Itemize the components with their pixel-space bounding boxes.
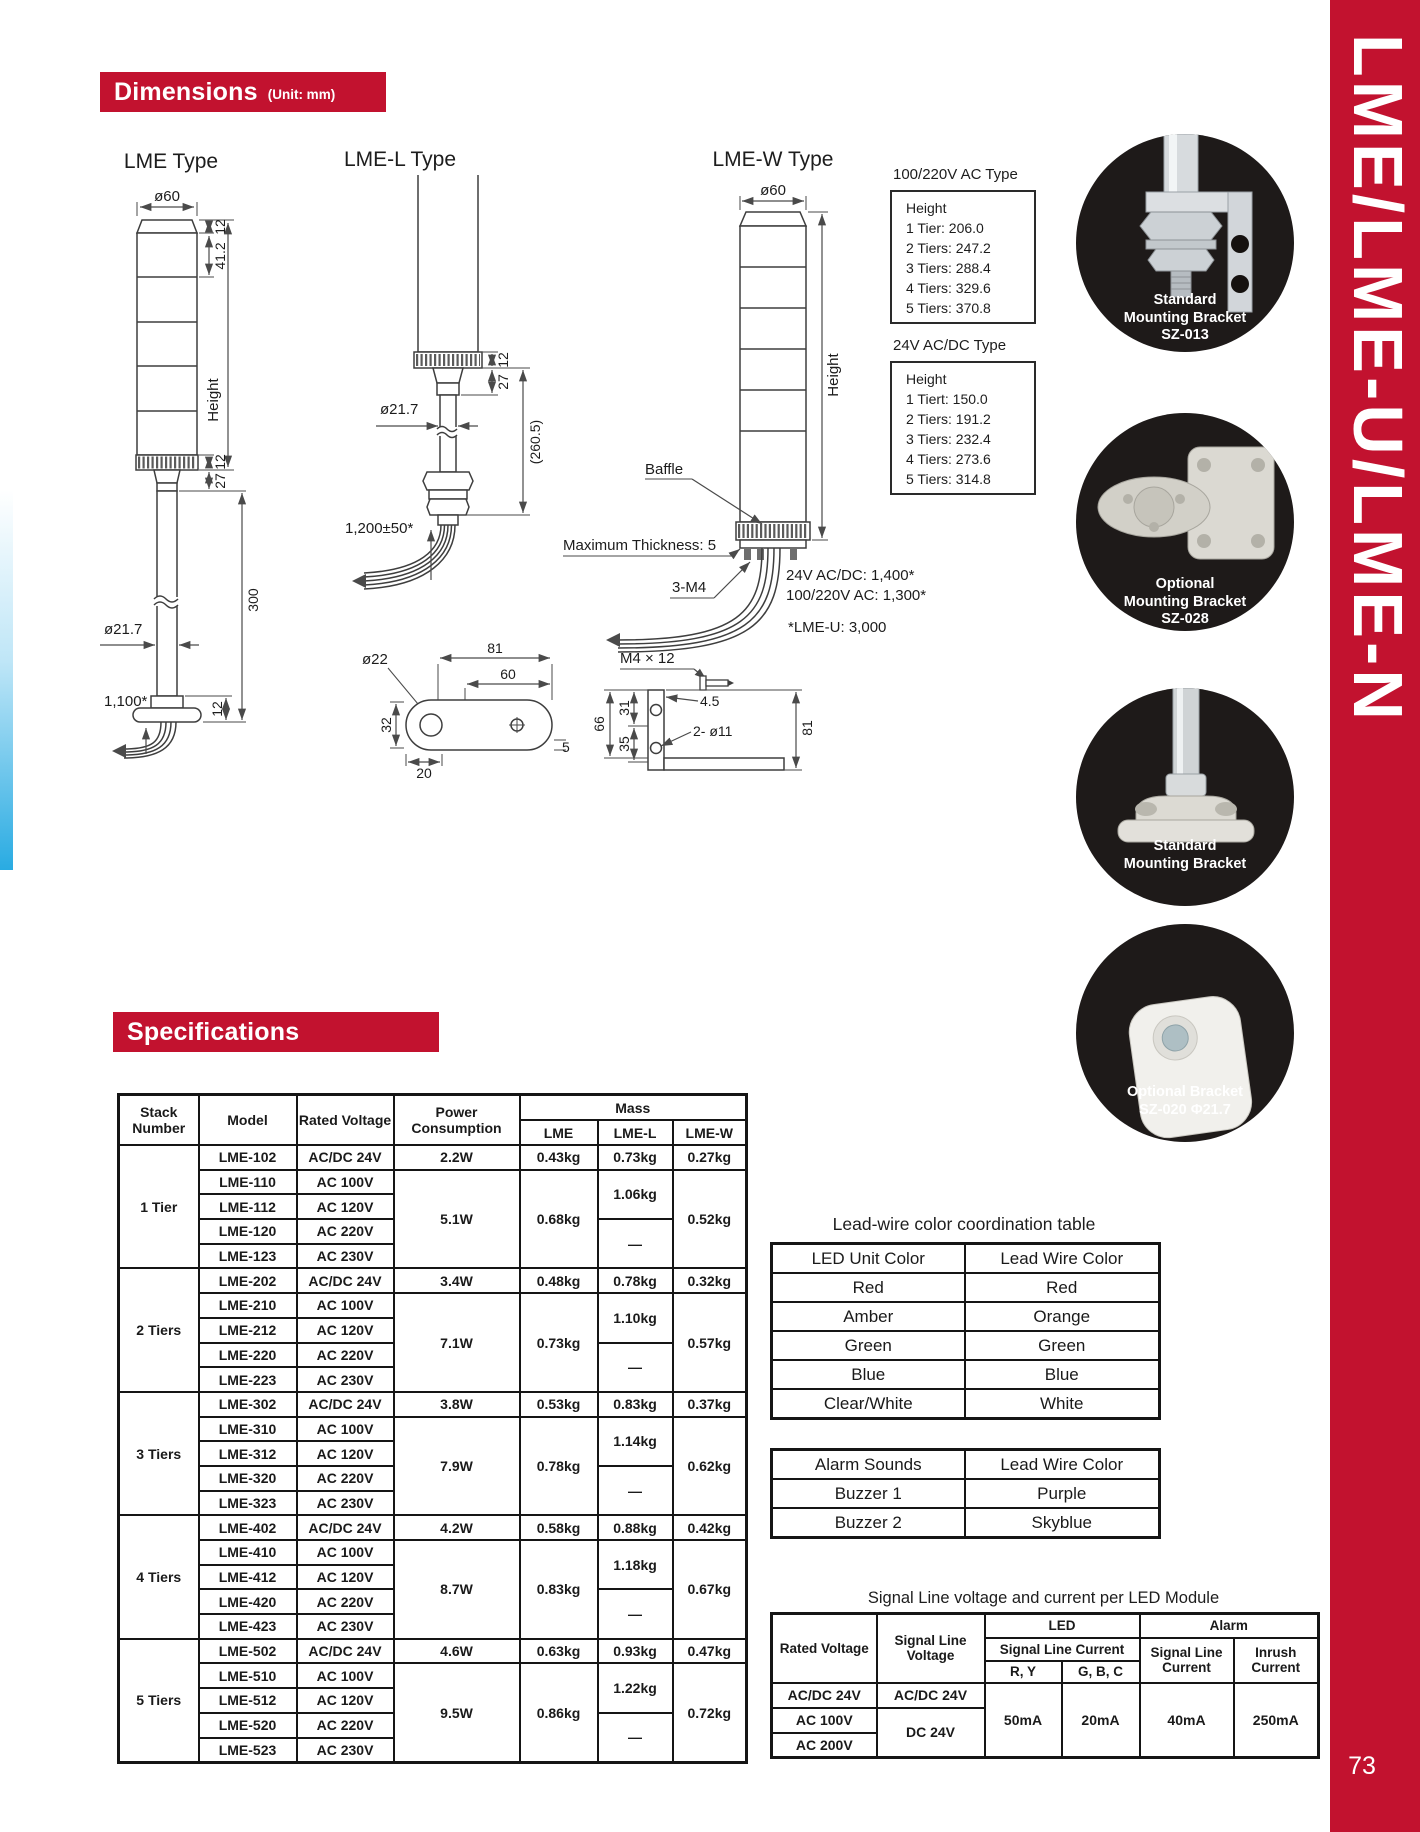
- signal-table: [770, 1612, 1320, 1759]
- sig-rated: AC 100V: [772, 1708, 877, 1733]
- spec-table: [117, 1093, 748, 1764]
- voltage: AC 100V: [297, 1417, 394, 1442]
- mass: —: [598, 1713, 673, 1762]
- power: 8.7W: [394, 1540, 520, 1639]
- voltage: AC 120V: [297, 1318, 394, 1343]
- model: LME-302: [199, 1392, 297, 1417]
- voltage: AC/DC 24V: [297, 1392, 394, 1417]
- model: LME-120: [199, 1219, 297, 1244]
- model: LME-512: [199, 1688, 297, 1713]
- model: LME-212: [199, 1318, 297, 1343]
- dim-lme-flange: 12: [209, 701, 225, 717]
- power: 3.8W: [394, 1392, 520, 1417]
- dimensions-unit: (Unit: mm): [267, 86, 336, 102]
- voltage: AC 100V: [297, 1540, 394, 1565]
- voltage: AC 230V: [297, 1614, 394, 1639]
- lw-cell: Green: [965, 1331, 1160, 1360]
- power: 7.9W: [394, 1417, 520, 1516]
- hdr-mass: Mass: [520, 1095, 747, 1121]
- lme-w-type-label: LME-W Type: [712, 148, 834, 171]
- mass: 0.83kg: [520, 1540, 598, 1639]
- power: 2.2W: [394, 1145, 520, 1170]
- mass: 0.88kg: [598, 1515, 673, 1540]
- photo-caption: Optional Bracket SZ-020 Φ21.7: [1126, 1084, 1244, 1118]
- dim-lmel-ring: 12: [495, 352, 511, 368]
- voltage: AC 230V: [297, 1367, 394, 1392]
- hdr-lme: LME: [520, 1120, 598, 1145]
- model: LME-402: [199, 1515, 297, 1540]
- lme-type-label: LME Type: [123, 150, 219, 173]
- lme-drawing: [100, 188, 261, 758]
- sig-hdr-rated: Rated Voltage: [772, 1614, 877, 1683]
- dim-lmel-pole-dia: ø21.7: [380, 401, 419, 418]
- voltage: AC 120V: [297, 1565, 394, 1590]
- model: LME-502: [199, 1639, 297, 1664]
- height-table-dc-title: 24V AC/DC Type: [893, 337, 1007, 354]
- dim-lmew-height: Height: [825, 353, 842, 397]
- model: LME-312: [199, 1441, 297, 1466]
- height-row: 5 Tiers: 370.8: [906, 300, 991, 316]
- lme-l-type-label: LME-L Type: [343, 148, 457, 171]
- mass: 0.37kg: [673, 1392, 747, 1417]
- sig-hdr-led: LED: [985, 1614, 1140, 1638]
- dim-lme-cap: 12: [212, 219, 228, 235]
- model: LME-102: [199, 1145, 297, 1170]
- dim-brk2-h3: 31: [616, 700, 632, 716]
- mass: 0.58kg: [520, 1515, 598, 1540]
- dim-brk1-w3: 20: [416, 765, 432, 780]
- sig-hdr-led-current: Signal Line Current: [985, 1638, 1140, 1661]
- sig-hdr-inrush: Inrush Current: [1234, 1638, 1319, 1683]
- model: LME-310: [199, 1417, 297, 1442]
- dim-brk2-holes: 2- ø11: [693, 723, 733, 739]
- height-table-ac-title: 100/220V AC Type: [893, 166, 1018, 183]
- alarm-cell: Buzzer 2: [772, 1508, 965, 1538]
- page-number: 73: [1348, 1752, 1376, 1780]
- mass: 1.18kg: [598, 1540, 673, 1589]
- sig-val-inrush: 250mA: [1234, 1683, 1319, 1758]
- lw-hdr: LED Unit Color: [772, 1244, 965, 1274]
- sig-val-gbc: 20mA: [1062, 1683, 1140, 1758]
- voltage: AC 220V: [297, 1343, 394, 1368]
- model: LME-220: [199, 1343, 297, 1368]
- height-row: 3 Tiers: 232.4: [906, 431, 991, 447]
- lw-cell: Blue: [772, 1360, 965, 1389]
- height-row: Height: [906, 200, 947, 216]
- dim-brk1-h: 32: [378, 717, 394, 733]
- dimensions-header: [100, 72, 386, 112]
- signal-title: Signal Line voltage and current per LED Module: [867, 1589, 1220, 1607]
- voltage: AC 220V: [297, 1466, 394, 1491]
- mass: 0.73kg: [598, 1145, 673, 1170]
- dim-brk1-t: 5: [562, 739, 570, 755]
- mass: —: [598, 1343, 673, 1392]
- dim-lmel-neck: 27: [495, 374, 511, 390]
- label-baffle: Baffle: [645, 461, 684, 478]
- label-3m4: 3-M4: [672, 579, 707, 596]
- model: LME-423: [199, 1614, 297, 1639]
- dim-lmew-dia: ø60: [760, 182, 786, 199]
- mass: 1.10kg: [598, 1293, 673, 1342]
- alarm-hdr: Alarm Sounds: [772, 1450, 965, 1480]
- mass: —: [598, 1219, 673, 1268]
- mass: 0.68kg: [520, 1170, 598, 1269]
- photo-standard-pole-bracket: [1076, 688, 1294, 906]
- tier: 4 Tiers: [119, 1515, 199, 1638]
- power: 7.1W: [394, 1293, 520, 1392]
- sig-hdr-alarm-current: Signal Line Current: [1140, 1638, 1234, 1683]
- mass: 0.63kg: [520, 1639, 598, 1664]
- voltage: AC 220V: [297, 1713, 394, 1738]
- dim-brk1-w2: 60: [500, 666, 516, 682]
- voltage: AC 230V: [297, 1244, 394, 1269]
- dimensions-title: Dimensions: [114, 77, 258, 106]
- voltage: AC 120V: [297, 1194, 394, 1219]
- mass: 0.57kg: [673, 1293, 747, 1392]
- voltage: AC 120V: [297, 1688, 394, 1713]
- voltage: AC 230V: [297, 1738, 394, 1763]
- dim-lme-neck: 27: [212, 473, 228, 489]
- specifications-title: Specifications: [127, 1017, 300, 1046]
- photo-caption: Standard Mounting Bracket: [1123, 838, 1247, 872]
- mass: 0.27kg: [673, 1145, 747, 1170]
- lme-l-drawing: [345, 175, 543, 589]
- model: LME-323: [199, 1491, 297, 1516]
- height-row: 5 Tiers: 314.8: [906, 471, 991, 487]
- sig-hdr-alarm: Alarm: [1140, 1614, 1319, 1638]
- hdr-stack: Stack Number: [119, 1095, 199, 1146]
- dim-lme-pole-dia: ø21.7: [104, 621, 143, 638]
- lme-w-drawing: [563, 182, 926, 652]
- mass: 1.22kg: [598, 1663, 673, 1712]
- model: LME-112: [199, 1194, 297, 1219]
- label-cable-24v: 24V AC/DC: 1,400*: [786, 567, 915, 584]
- sig-voltage: AC/DC 24V: [877, 1683, 985, 1708]
- model: LME-110: [199, 1170, 297, 1195]
- bracket-photo: [1076, 688, 1294, 906]
- model: LME-420: [199, 1589, 297, 1614]
- mass: 0.72kg: [673, 1663, 747, 1762]
- voltage: AC 100V: [297, 1663, 394, 1688]
- sig-hdr-ry: R, Y: [985, 1661, 1062, 1683]
- power: 4.6W: [394, 1639, 520, 1664]
- mass: 0.83kg: [598, 1392, 673, 1417]
- voltage: AC/DC 24V: [297, 1639, 394, 1664]
- photo-caption: Standard Mounting Bracket SZ-013: [1123, 292, 1247, 343]
- mass: 0.78kg: [598, 1268, 673, 1293]
- voltage: AC 220V: [297, 1219, 394, 1244]
- mass: 1.14kg: [598, 1417, 673, 1466]
- mass: 0.86kg: [520, 1663, 598, 1762]
- model: LME-510: [199, 1663, 297, 1688]
- alarm-cell: Skyblue: [965, 1508, 1160, 1538]
- hdr-model: Model: [199, 1095, 297, 1146]
- dim-brk2-h1: 66: [591, 716, 607, 732]
- dim-lme-cable: 1,100*: [104, 693, 148, 710]
- dim-lme-tier: 41.2: [212, 242, 228, 270]
- lme-w-bracket-drawing: [591, 650, 815, 770]
- label-cable-ac: 100/220V AC: 1,300*: [786, 587, 927, 604]
- lw-cell: Red: [965, 1273, 1160, 1302]
- model: LME-520: [199, 1713, 297, 1738]
- voltage: AC/DC 24V: [297, 1268, 394, 1293]
- mass: 0.93kg: [598, 1639, 673, 1664]
- mass: 1.06kg: [598, 1170, 673, 1219]
- index-tab: [0, 490, 13, 870]
- dimension-diagrams: [95, 130, 965, 780]
- model: LME-210: [199, 1293, 297, 1318]
- model: LME-410: [199, 1540, 297, 1565]
- lw-hdr: Lead Wire Color: [965, 1244, 1160, 1274]
- photo-optional-bracket-sz028: [1076, 413, 1294, 631]
- mass: 0.47kg: [673, 1639, 747, 1664]
- mass: —: [598, 1589, 673, 1638]
- model: LME-412: [199, 1565, 297, 1590]
- model: LME-523: [199, 1738, 297, 1763]
- model: LME-320: [199, 1466, 297, 1491]
- label-cable-lmeu: *LME-U: 3,000: [788, 619, 887, 636]
- lw-cell: Orange: [965, 1302, 1160, 1331]
- height-row: 2 Tiers: 191.2: [906, 411, 991, 427]
- tier: 5 Tiers: [119, 1639, 199, 1762]
- height-row: 1 Tiert: 150.0: [906, 391, 988, 407]
- mass: 0.52kg: [673, 1170, 747, 1269]
- model: LME-123: [199, 1244, 297, 1269]
- dim-lme-height: Height: [205, 378, 222, 422]
- mass: 0.73kg: [520, 1293, 598, 1392]
- power: 9.5W: [394, 1663, 520, 1762]
- tier: 1 Tier: [119, 1145, 199, 1268]
- mass: 0.32kg: [673, 1268, 747, 1293]
- alarm-cell: Buzzer 1: [772, 1479, 965, 1508]
- power: 4.2W: [394, 1515, 520, 1540]
- lw-cell: Red: [772, 1273, 965, 1302]
- hdr-voltage: Rated Voltage: [297, 1095, 394, 1146]
- voltage: AC/DC 24V: [297, 1515, 394, 1540]
- lw-cell: Blue: [965, 1360, 1160, 1389]
- dim-lme-ring: 12: [212, 454, 228, 470]
- voltage: AC 220V: [297, 1589, 394, 1614]
- tier: 3 Tiers: [119, 1392, 199, 1515]
- power: 5.1W: [394, 1170, 520, 1269]
- voltage: AC 230V: [297, 1491, 394, 1516]
- dim-brk2-len: 81: [799, 720, 815, 736]
- dim-brk2-screw: M4 × 12: [620, 650, 675, 667]
- mass: 0.62kg: [673, 1417, 747, 1516]
- alarm-table: [770, 1448, 1161, 1539]
- photo-standard-bracket-sz013: [1076, 134, 1294, 352]
- dim-brk2-h2: 35: [616, 736, 632, 752]
- lw-cell: Clear/White: [772, 1389, 965, 1419]
- dim-lme-pole-len: 300: [245, 588, 261, 612]
- leadwire-title: Lead-wire color coordination table: [832, 1214, 1096, 1234]
- height-row: 4 Tiers: 273.6: [906, 451, 991, 467]
- dim-brk1-w1: 81: [487, 640, 503, 656]
- height-row: 4 Tiers: 329.6: [906, 280, 991, 296]
- alarm-cell: Purple: [965, 1479, 1160, 1508]
- mass: 0.78kg: [520, 1417, 598, 1516]
- sig-voltage: DC 24V: [877, 1708, 985, 1758]
- dim-lmel-cable: 1,200±50*: [345, 520, 414, 537]
- leadwire-table: [770, 1242, 1161, 1420]
- sig-hdr-signal: Signal Line Voltage: [877, 1614, 985, 1683]
- voltage: AC 100V: [297, 1293, 394, 1318]
- specifications-header: [113, 1012, 439, 1052]
- height-table-dc: [890, 361, 1036, 495]
- hdr-power: Power Consumption: [394, 1095, 520, 1146]
- lme-l-bracket-drawing: [362, 640, 570, 780]
- dim-lmel-pole-len: (260.5): [527, 419, 543, 465]
- dim-lme-dia: ø60: [154, 188, 180, 205]
- height-row: 2 Tiers: 247.2: [906, 240, 991, 256]
- height-row: 1 Tier: 206.0: [906, 220, 984, 236]
- sig-val-ry: 50mA: [985, 1683, 1062, 1758]
- hdr-lme-l: LME-L: [598, 1120, 673, 1145]
- photo-caption: Optional Mounting Bracket SZ-028: [1123, 576, 1247, 627]
- mass: 0.42kg: [673, 1515, 747, 1540]
- mass: —: [598, 1466, 673, 1515]
- model: LME-223: [199, 1367, 297, 1392]
- lw-cell: White: [965, 1389, 1160, 1419]
- mass: 0.43kg: [520, 1145, 598, 1170]
- sig-val-alarm: 40mA: [1140, 1683, 1234, 1758]
- lw-cell: Green: [772, 1331, 965, 1360]
- height-row: 3 Tiers: 288.4: [906, 260, 991, 276]
- photo-optional-bracket-sz020: [1076, 924, 1294, 1142]
- mass: 0.67kg: [673, 1540, 747, 1639]
- tier: 2 Tiers: [119, 1268, 199, 1391]
- sig-hdr-gbc: G, B, C: [1062, 1661, 1140, 1683]
- dim-brk1-dia: ø22: [362, 651, 388, 668]
- dim-brk2-gap: 4.5: [700, 693, 720, 709]
- height-table-ac: [890, 190, 1036, 324]
- voltage: AC 100V: [297, 1170, 394, 1195]
- model: LME-202: [199, 1268, 297, 1293]
- sig-rated: AC/DC 24V: [772, 1683, 877, 1708]
- height-row: Height: [906, 371, 947, 387]
- mass: 0.48kg: [520, 1268, 598, 1293]
- sig-rated: AC 200V: [772, 1733, 877, 1758]
- series-title: LME/LME-U/LME-N: [1339, 34, 1417, 724]
- hdr-lme-w: LME-W: [673, 1120, 747, 1145]
- power: 3.4W: [394, 1268, 520, 1293]
- mass: 0.53kg: [520, 1392, 598, 1417]
- lw-cell: Amber: [772, 1302, 965, 1331]
- alarm-hdr: Lead Wire Color: [965, 1450, 1160, 1480]
- label-max-thickness: Maximum Thickness: 5: [563, 537, 717, 554]
- voltage: AC 120V: [297, 1441, 394, 1466]
- voltage: AC/DC 24V: [297, 1145, 394, 1170]
